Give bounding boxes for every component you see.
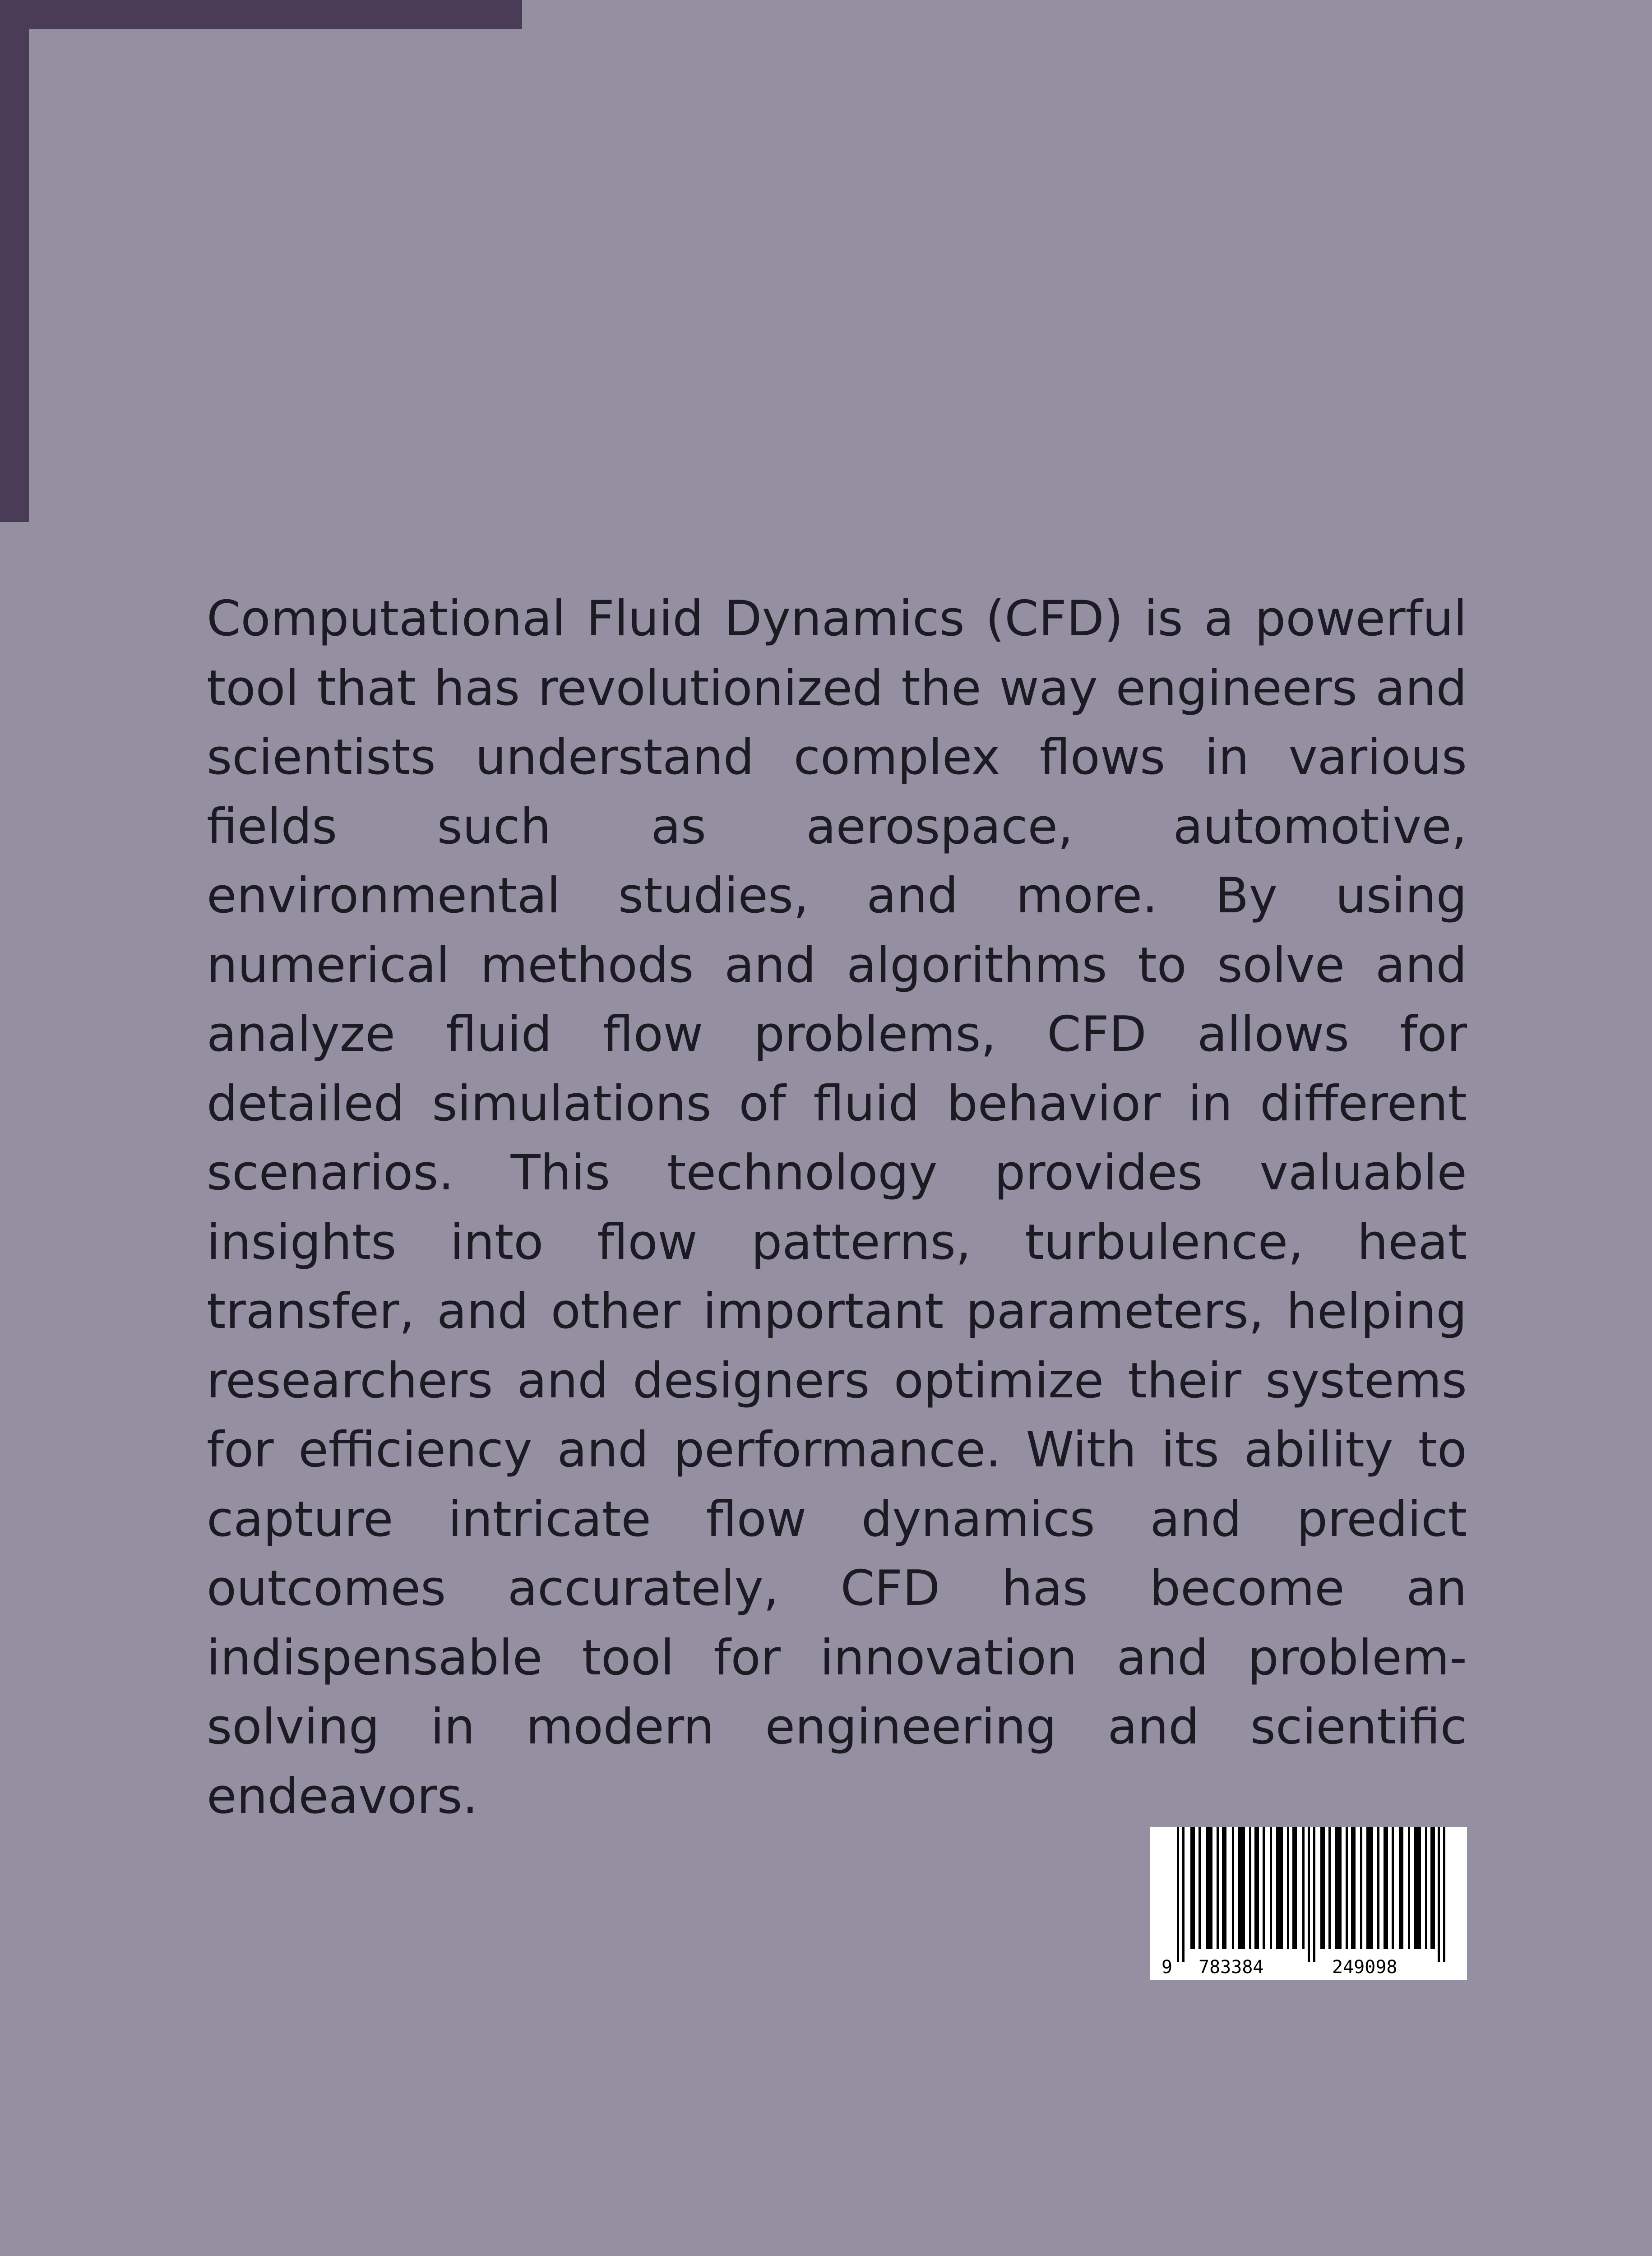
barcode-bar (1313, 1827, 1315, 1962)
corner-accent-top (0, 0, 522, 29)
barcode-graphic (1150, 1827, 1467, 1980)
barcode-digits-left: 783384 (1199, 1957, 1264, 1978)
barcode-bar (1206, 1827, 1212, 1949)
barcode-bar (1222, 1827, 1226, 1949)
barcode-bar (1287, 1827, 1289, 1949)
barcode-bar (1232, 1827, 1234, 1949)
barcode-bar (1238, 1827, 1245, 1949)
barcode-digits-right: 249098 (1332, 1957, 1397, 1978)
barcode-bar (1190, 1827, 1195, 1949)
barcode-bar (1351, 1827, 1356, 1949)
barcode-bar (1217, 1827, 1219, 1949)
barcode-bar (1249, 1827, 1251, 1949)
barcode-bar (1438, 1827, 1440, 1962)
barcode-bar (1384, 1827, 1388, 1949)
barcode-bar (1408, 1827, 1410, 1949)
barcode-bar (1425, 1827, 1427, 1949)
barcode-bar (1292, 1827, 1297, 1949)
barcode-bar (1335, 1827, 1342, 1949)
barcode-bar (1320, 1827, 1325, 1949)
barcode-bar (1414, 1827, 1421, 1949)
back-cover-blurb: Computational Fluid Dynamics (CFD) is a powerful tool that has revolutionized the way engineers and scientists understand complex flows in various fields such as aerospace, automotive, environmental studies, and more. By using numerical methods and algorithms to solve and analyze fluid flow problems, CFD allows for detailed simulations of fluid behavior in different scenarios. This technology provides valuable insights into flow patterns, turbulence, heat transfer, and other important parameters, helping researchers and designers optimize their systems for efficiency and performance. With its ability to capture intricate flow dynamics and predict outcomes accurately, CFD has become an indispensable tool for innovation and problem-solving in modern engineering and scientific endeavors. (207, 591, 1467, 1825)
barcode-bar (1392, 1827, 1394, 1949)
barcode-bar (1270, 1827, 1272, 1949)
barcode-bar (1360, 1827, 1362, 1949)
barcode-bar (1182, 1827, 1185, 1962)
barcode-bar (1199, 1827, 1201, 1949)
barcode-bar (1399, 1827, 1403, 1949)
barcode-bar (1177, 1827, 1179, 1962)
barcode-bar (1308, 1827, 1310, 1962)
barcode-bar (1443, 1827, 1445, 1962)
barcode-bar (1366, 1827, 1373, 1949)
barcode-bar (1328, 1827, 1331, 1949)
barcode-bar (1302, 1827, 1305, 1949)
barcode-bar (1346, 1827, 1348, 1949)
barcode-bar (1263, 1827, 1265, 1949)
barcode-bar (1377, 1827, 1379, 1949)
barcode-digit-first: 9 (1161, 1957, 1173, 1978)
barcode-bar (1276, 1827, 1283, 1949)
barcode-bar (1430, 1827, 1435, 1949)
isbn-barcode (1150, 1827, 1467, 1980)
corner-accent-left (0, 0, 29, 522)
barcode-bar (1254, 1827, 1259, 1949)
